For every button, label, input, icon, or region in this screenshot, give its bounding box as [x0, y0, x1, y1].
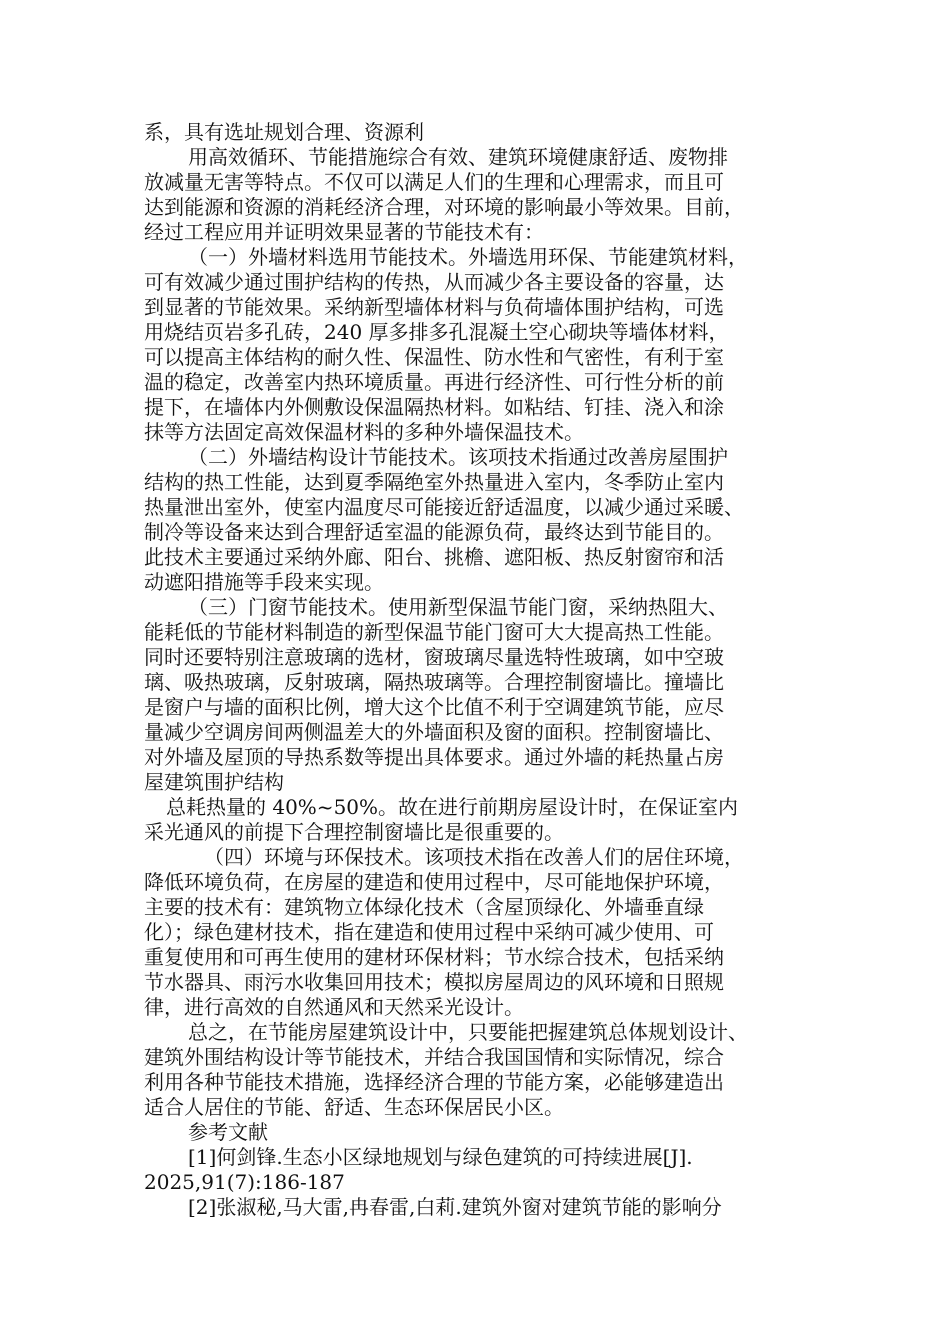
text-line: 用高效循环、节能措施综合有效、建筑环境健康舒适、废物排	[188, 145, 728, 169]
text-line: 同时还要特别注意玻璃的选材，窗玻璃尽量选特性玻璃，如中空玻	[144, 645, 724, 669]
text-line: （二）外墙结构设计节能技术。该项技术指通过改善房屋围护	[188, 445, 728, 469]
text-line: 放减量无害等特点。不仅可以满足人们的生理和心理需求，而且可	[144, 170, 724, 194]
text-line: 利用各种节能技术措施，选择经济合理的节能方案，必能够建造出	[144, 1070, 724, 1094]
text-line: （三）门窗节能技术。使用新型保温节能门窗，采纳热阻大、	[188, 595, 728, 619]
text-line: 降低环境负荷，在房屋的建造和使用过程中，尽可能地保护环境，	[144, 870, 724, 894]
text-line: 可以提高主体结构的耐久性、保温性、防水性和气密性，有利于室	[144, 345, 724, 369]
text-line: 对外墙及屋顶的导热系数等提出具体要求。通过外墙的耗热量占房	[144, 745, 724, 769]
reference-item: 2025,91(7):186-187	[144, 1170, 345, 1194]
text-line: 主要的技术有：建筑物立体绿化技术（含屋顶绿化、外墙垂直绿	[144, 895, 704, 919]
text-line: 制冷等设备来达到合理舒适室温的能源负荷，最终达到节能目的。	[144, 520, 724, 544]
text-line: 重复使用和可再生使用的建材环保材料；节水综合技术，包括采纳	[144, 945, 724, 969]
references-heading: 参考文献	[188, 1120, 268, 1144]
text-line: 抹等方法固定高效保温材料的多种外墙保温技术。	[144, 420, 584, 444]
text-line: 能耗低的节能材料制造的新型保温节能门窗可大大提高热工性能。	[144, 620, 724, 644]
text-line: 璃、吸热玻璃，反射玻璃，隔热玻璃等。合理控制窗墙比。撞墙比	[144, 670, 724, 694]
text-line: 此技术主要通过采纳外廊、阳台、挑檐、遮阳板、热反射窗帘和活	[144, 545, 724, 569]
text-line: 系，具有选址规划合理、资源利	[144, 120, 424, 144]
reference-item: [2]张淑秘,马大雷,冉春雷,白莉.建筑外窗对建筑节能的影响分	[188, 1195, 722, 1219]
text-line: 经过工程应用并证明效果显著的节能技术有：	[144, 220, 544, 244]
document-body	[144, 120, 810, 1220]
text-line: 律，进行高效的自然通风和天然采光设计。	[144, 995, 524, 1019]
text-line: 化）；绿色建材技术，指在建造和使用过程中采纳可减少使用、可	[144, 920, 714, 944]
text-line: （一）外墙材料选用节能技术。外墙选用环保、节能建筑材料，	[188, 245, 748, 269]
text-line: 到显著的节能效果。采纳新型墙体材料与负荷墙体围护结构，可选	[144, 295, 724, 319]
text-line: 总之，在节能房屋建筑设计中，只要能把握建筑总体规划设计、	[188, 1020, 748, 1044]
text-line: 提下，在墙体内外侧敷设保温隔热材料。如粘结、钉挂、浇入和涂	[144, 395, 724, 419]
text-line: 达到能源和资源的消耗经济合理，对环境的影响最小等效果。目前，	[144, 195, 744, 219]
text-line: 适合人居住的节能、舒适、生态环保居民小区。	[144, 1095, 564, 1119]
text-line: 可有效减少通过围护结构的传热，从而减少各主要设备的容量，达	[144, 270, 724, 294]
text-line: 用烧结页岩多孔砖，240 厚多排多孔混凝土空心砌块等墙体材料，	[144, 320, 729, 344]
text-line: 总耗热量的 40%~50%。故在进行前期房屋设计时，在保证室内	[166, 795, 739, 819]
text-line: 量减少空调房间两侧温差大的外墙面积及窗的面积。控制窗墙比、	[144, 720, 724, 744]
text-line: 建筑外围结构设计等节能技术，并结合我国国情和实际情况，综合	[144, 1045, 724, 1069]
text-line: 结构的热工性能，达到夏季隔绝室外热量进入室内，冬季防止室内	[144, 470, 724, 494]
text-line: 采光通风的前提下合理控制窗墙比是很重要的。	[144, 820, 564, 844]
text-line: 屋建筑围护结构	[144, 770, 284, 794]
text-line: 动遮阳措施等手段来实现。	[144, 570, 384, 594]
text-line: 是窗户与墙的面积比例，增大这个比值不利于空调建筑节能，应尽	[144, 695, 724, 719]
text-line: 温的稳定，改善室内热环境质量。再进行经济性、可行性分析的前	[144, 370, 724, 394]
text-line: 热量泄出室外，使室内温度尽可能接近舒适温度，以减少通过采暖、	[144, 495, 744, 519]
text-line: （四）环境与环保技术。该项技术指在改善人们的居住环境，	[204, 845, 744, 869]
reference-item: [1]何剑锋.生态小区绿地规划与绿色建筑的可持续进展[J].	[188, 1145, 693, 1169]
text-line: 节水器具、雨污水收集回用技术；模拟房屋周边的风环境和日照规	[144, 970, 724, 994]
